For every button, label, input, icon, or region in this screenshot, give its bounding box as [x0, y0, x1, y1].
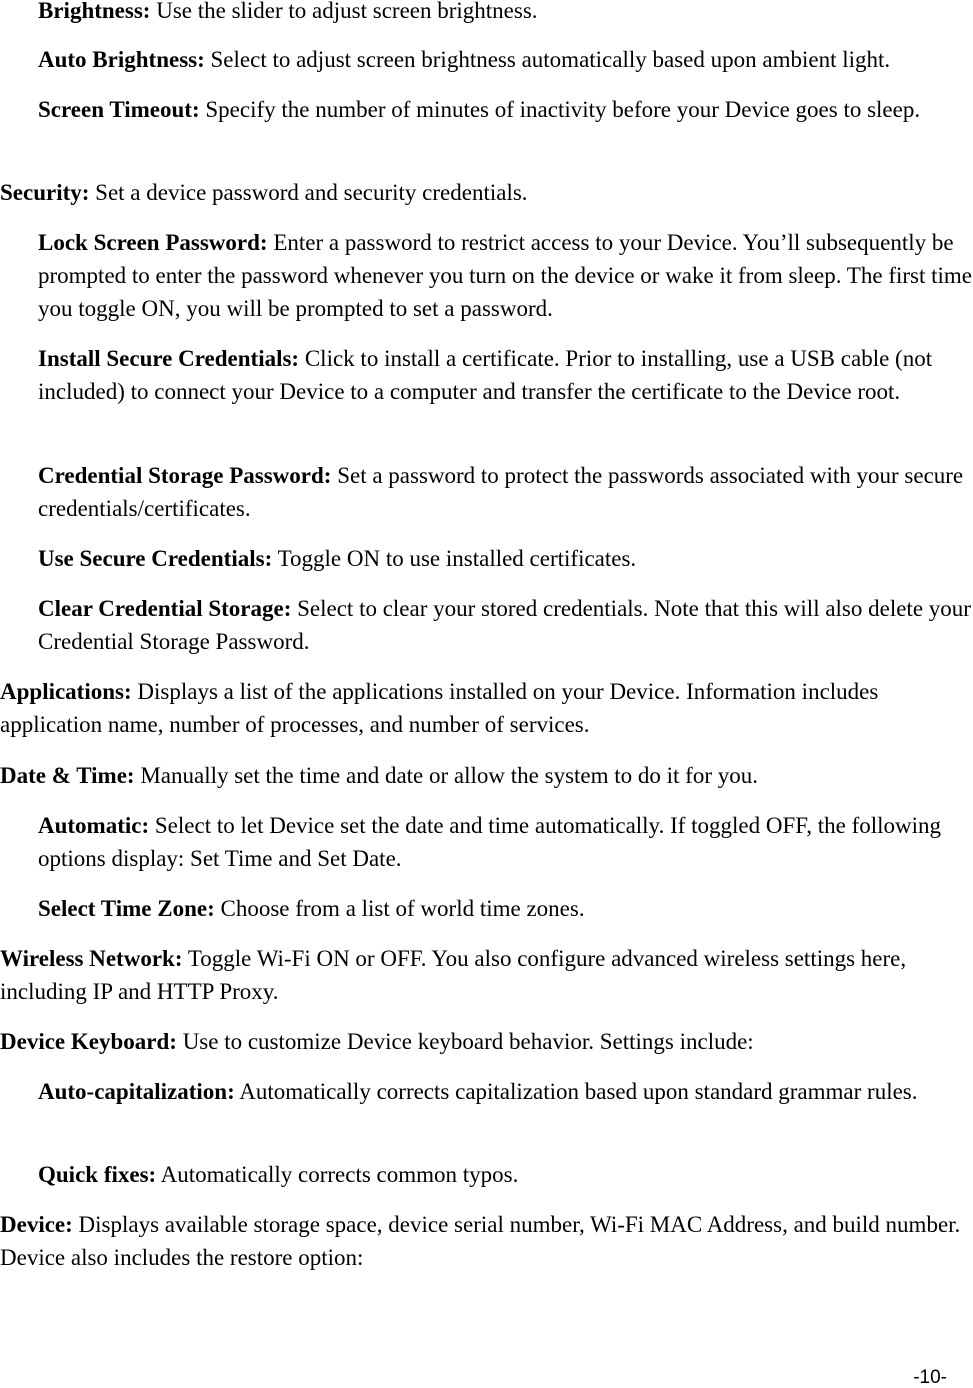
entry-wireless-network [0, 942, 970, 1008]
term: Security: [0, 180, 90, 205]
entry-screen-timeout [38, 93, 973, 126]
term: Device: [0, 1212, 73, 1237]
description: Select to let Device set the date and time automatically. If toggled OFF, the following options display: Set Time and Set Date. [38, 813, 942, 871]
description: Set a device password and security credentials. [89, 180, 528, 205]
description: Enter a password to restrict access to your Device. You’ll subsequently be prompted to enter the password whenever you turn on the device or wake it from sleep. The first time you toggle ON, you will be prompted to set a password. [38, 230, 972, 321]
entry-lock-screen-password [38, 226, 973, 325]
entry-select-time-zone [38, 892, 973, 925]
description: Toggle Wi-Fi ON or OFF. You also configure advanced wireless settings here, including IP and HTTP Proxy. [0, 946, 907, 1004]
entry-brightness [38, 0, 973, 27]
description: Use the slider to adjust screen brightness. [150, 0, 538, 23]
description: Use to customize Device keyboard behavior. Settings include: [176, 1029, 754, 1054]
term: Quick fixes: [38, 1162, 157, 1187]
term: Wireless Network: [0, 946, 183, 971]
term: Lock Screen Password: [38, 230, 268, 255]
description: Click to install a certificate. Prior to installing, use a USB cable (not included) to connect your Device to a computer and transfer the certificate to the Device root. [38, 346, 933, 404]
entry-device-keyboard [0, 1025, 970, 1058]
entry-install-secure-credentials [38, 342, 973, 408]
term: Automatic: [38, 813, 150, 838]
term: Clear Credential Storage: [38, 596, 292, 621]
entry-date-time [0, 759, 970, 792]
description: Select to adjust screen brightness automatically based upon ambient light. [204, 47, 891, 72]
description: Select to clear your stored credentials. Note that this will also delete your Credential Storage Password. [38, 596, 971, 654]
entry-security [0, 176, 970, 209]
entry-auto-capitalization [38, 1075, 973, 1108]
entry-applications [0, 675, 970, 741]
page-number: -10- [913, 1367, 947, 1388]
description: Toggle ON to use installed certificates. [272, 546, 637, 571]
entry-quick-fixes [38, 1158, 973, 1191]
term: Install Secure Credentials: [38, 346, 300, 371]
entry-device [0, 1208, 970, 1274]
term: Auto Brightness: [38, 47, 205, 72]
term: Applications: [0, 679, 132, 704]
entry-clear-credential-storage [38, 592, 973, 658]
description: Displays a list of the applications installed on your Device. Information includes application name, number of processes, and number of services. [0, 679, 879, 737]
term: Auto-capitalization: [38, 1079, 235, 1104]
entry-automatic [38, 809, 973, 875]
description: Automatically corrects capitalization based upon standard grammar rules. [234, 1079, 918, 1104]
description: Set a password to protect the passwords associated with your secure credentials/certificates. [38, 463, 964, 521]
description: Specify the number of minutes of inactivity before your Device goes to sleep. [199, 97, 921, 122]
term: Brightness: [38, 0, 151, 23]
description: Choose from a list of world time zones. [214, 896, 585, 921]
term: Credential Storage Password: [38, 463, 332, 488]
term: Screen Timeout: [38, 97, 200, 122]
term: Date & Time: [0, 763, 135, 788]
entry-use-secure-credentials [38, 542, 973, 575]
term: Device Keyboard: [0, 1029, 177, 1054]
description: Displays available storage space, device serial number, Wi-Fi MAC Address, and build number. Device also includes the restore option: [0, 1212, 961, 1270]
description: Automatically corrects common typos. [156, 1162, 519, 1187]
description: Manually set the time and date or allow the system to do it for you. [134, 763, 759, 788]
entry-credential-storage-password [38, 459, 973, 525]
term: Use Secure Credentials: [38, 546, 273, 571]
term: Select Time Zone: [38, 896, 215, 921]
entry-auto-brightness [38, 43, 973, 76]
